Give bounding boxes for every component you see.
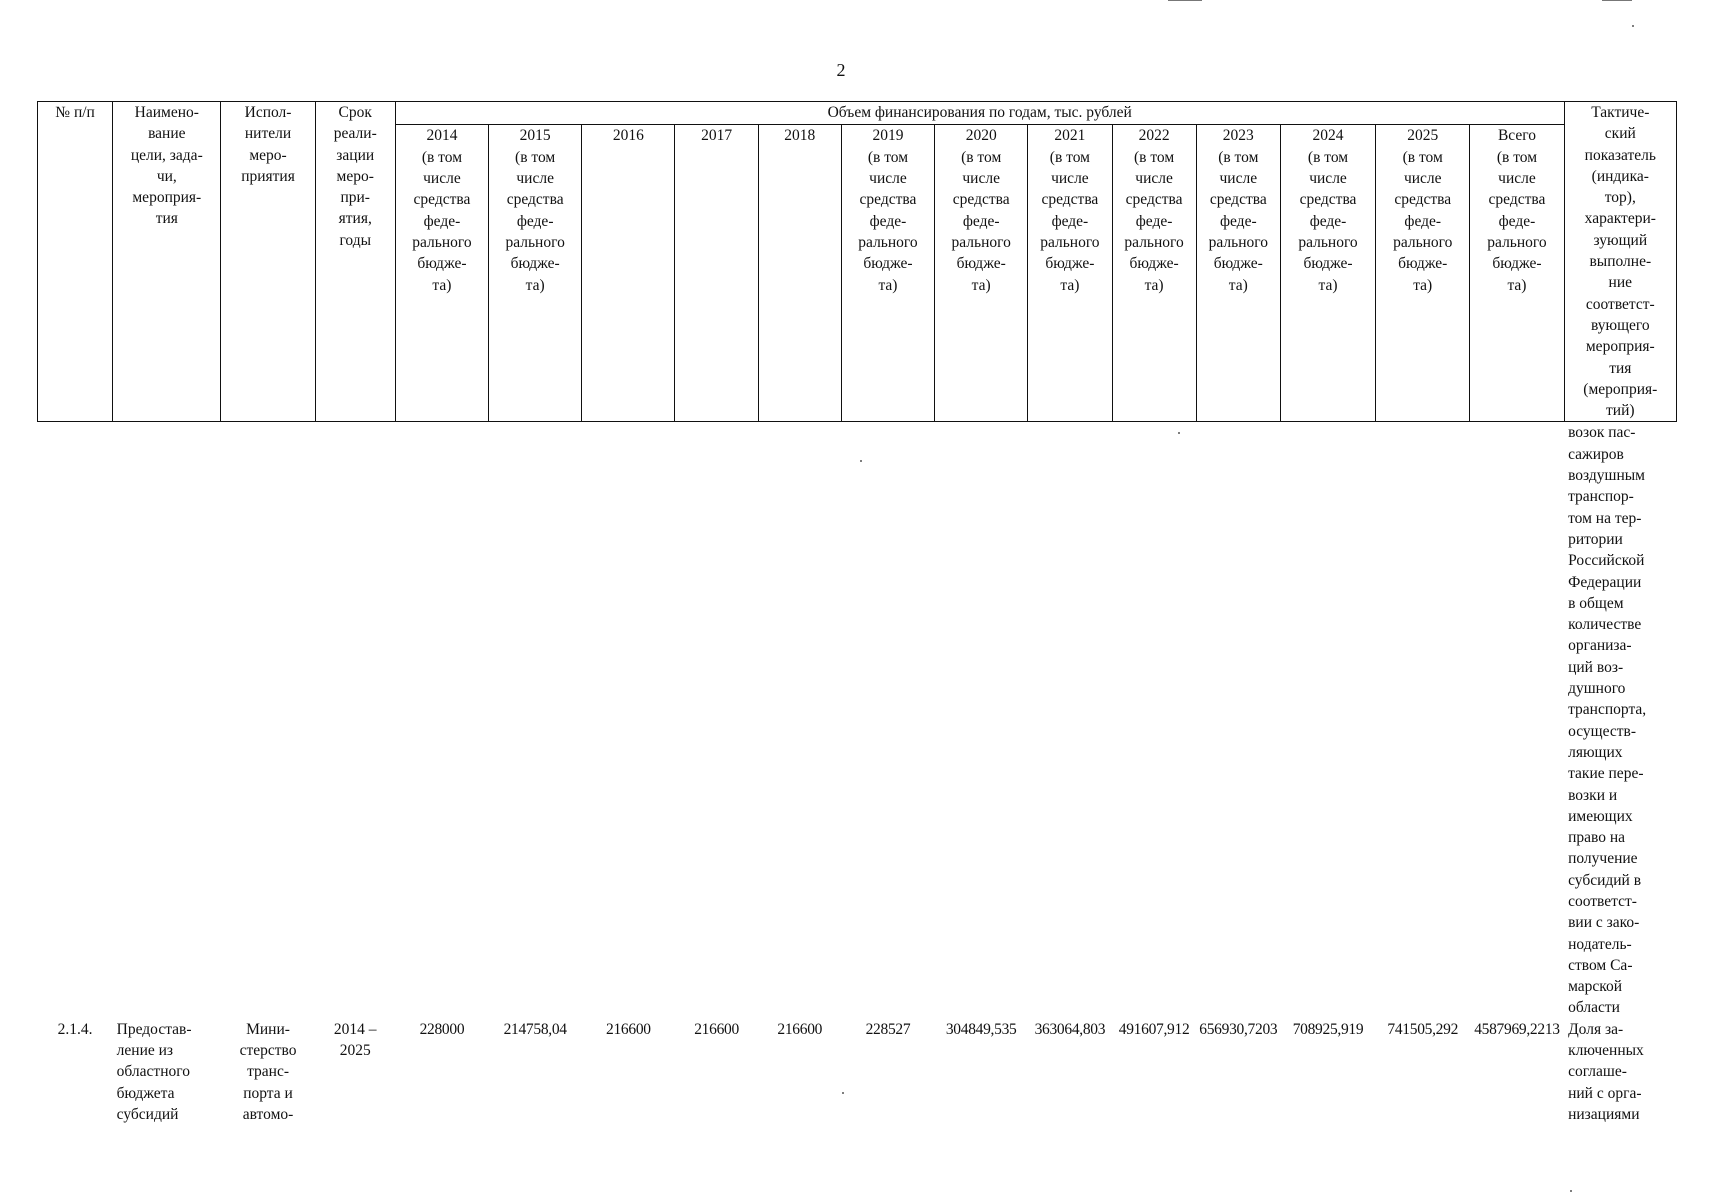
row-executor: Мини- стерство транс- порта и автомо- — [239, 1020, 297, 1123]
header-year: 2020 (в том числе средства феде- рального бюдже- та) — [935, 125, 1028, 422]
page-number: 2 — [836, 60, 846, 80]
row-value: 656930,7203 — [1199, 1020, 1278, 1038]
row-number: 2.1.4. — [57, 1020, 93, 1038]
continuation-indicator-text: возок пас- сажиров воздушным транспор- том на тер- ритории Российской Федерации в общем количестве организа- ций воз- душного транспорта, осуществ- ляющих такие пере- возки и имеющих право на получение субсидий в соответст- вии с зако- нодатель- ством Са- марской области — [1568, 424, 1647, 1017]
row-name: Предостав- ление из областного бюджета субсидий — [116, 1020, 192, 1123]
table-body — [38, 422, 1677, 1125]
row-value: 216600 — [777, 1020, 823, 1038]
scan-mark — [1168, 0, 1202, 1]
header-year: 2021 (в том числе средства феде- рального бюдже- та) — [1028, 125, 1112, 422]
row-value: 491607,912 — [1118, 1020, 1190, 1038]
row-value: 216600 — [694, 1020, 739, 1038]
header-year: 2019 (в том числе средства феде- рального бюдже- та) — [841, 125, 934, 422]
header-year: 2014 (в том числе средства феде- рального бюдже- та) — [395, 125, 488, 422]
scan-mark — [1602, 0, 1632, 1]
header-year: 2015 (в том числе средства феде- рального бюдже- та) — [489, 125, 582, 422]
row-value: 741505,292 — [1387, 1020, 1459, 1038]
header-year: 2023 (в том числе средства феде- рального бюдже- та) — [1196, 125, 1280, 422]
header-executors: Испол- нители меро- приятия — [221, 102, 315, 422]
row-value: 214758,04 — [503, 1020, 567, 1038]
header-funding-title: Объем финансирования по годам, тыс. рублей — [395, 102, 1564, 125]
header-year: 2016 — [582, 125, 675, 422]
header-year: 2025 (в том числе средства феде- рального бюдже- та) — [1376, 125, 1470, 422]
row-value: 216600 — [606, 1020, 651, 1038]
continuation-row — [38, 422, 1677, 1019]
row-value: 708925,919 — [1292, 1020, 1364, 1038]
funding-table — [37, 101, 1677, 1125]
row-value: 363064,803 — [1034, 1020, 1106, 1038]
header-total: Всего (в том числе средства феде- рального бюдже- та) — [1470, 125, 1564, 422]
header-num: № п/п — [38, 102, 113, 422]
row-value: 228527 — [865, 1020, 911, 1038]
header-year: 2017 — [675, 125, 758, 422]
row-total: 4587969,2213 — [1474, 1020, 1560, 1038]
row-value: 228000 — [419, 1020, 465, 1038]
header-year: 2018 — [758, 125, 841, 422]
row-indicator: Доля за- ключенных соглаше- ний с орга- низациями — [1568, 1020, 1644, 1123]
scan-speck — [1570, 1190, 1572, 1192]
header-year: 2022 (в том числе средства феде- рального бюдже- та) — [1112, 125, 1196, 422]
header-year: 2024 (в том числе средства феде- рального бюдже- та) — [1280, 125, 1375, 422]
empty-cell — [38, 422, 1565, 1019]
scan-speck — [1632, 25, 1634, 27]
table-row — [38, 1019, 1677, 1125]
header-indicator: Тактиче- ский показатель (индика- тор), характери- зующий выполне- ние соответст- вующего мероприя- тия (мероприя- тий) — [1564, 102, 1676, 422]
header-name: Наимено- вание цели, зада- чи, мероприя- тия — [113, 102, 221, 422]
table-header — [38, 102, 1677, 422]
row-value: 304849,535 — [945, 1020, 1017, 1038]
row-period: 2014 – 2025 — [333, 1020, 377, 1060]
header-period: Срок реали- зации меро- при- ятия, годы — [315, 102, 395, 422]
